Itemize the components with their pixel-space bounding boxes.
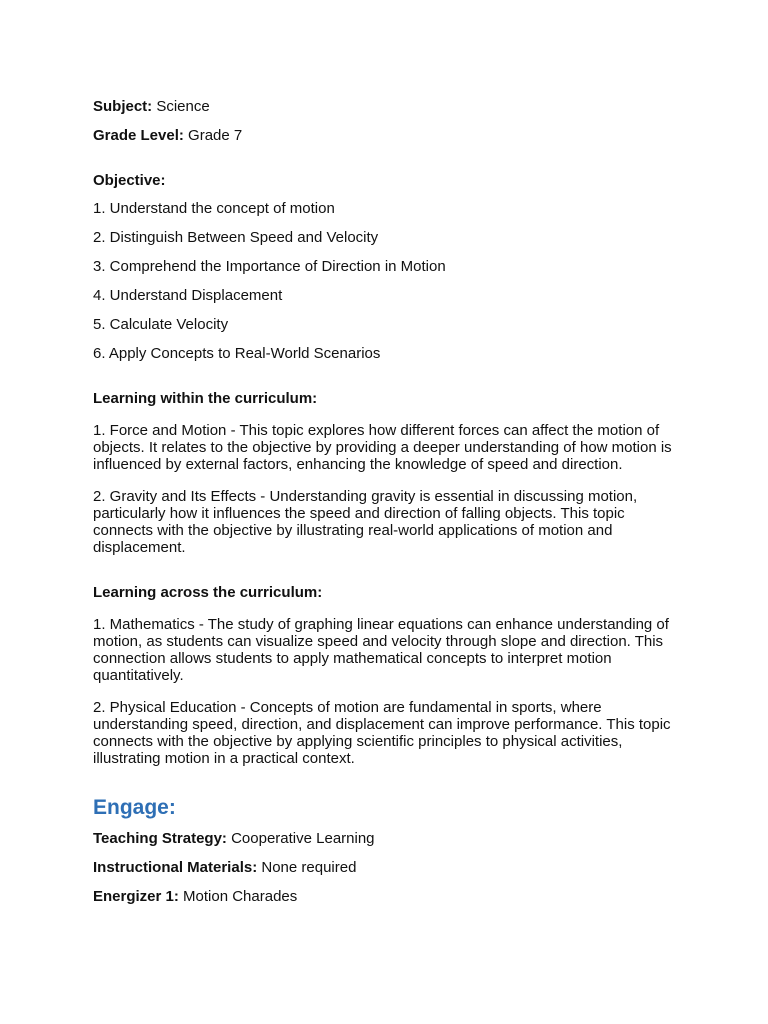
teaching-strategy-line: [93, 830, 678, 847]
energizer-line: [93, 888, 678, 905]
teaching-strategy-value: Cooperative Learning: [231, 830, 375, 847]
subject-line: [93, 98, 678, 115]
energizer-label: Energizer 1:: [93, 888, 184, 905]
grade-level-value: Grade 7: [188, 127, 243, 144]
objective-item: 5. Calculate Velocity: [93, 316, 229, 333]
within-curriculum-paragraph: 2. Gravity and Its Effects - Understanding gravity is essential in discussing motion, particularly how it influences the speed and direction of falling objects. This topic connects with the objective by illustrating real-world applications of motion and displacement.: [93, 488, 638, 556]
within-curriculum-heading: Learning within the curriculum:: [93, 390, 318, 407]
objective-item: 1. Understand the concept of motion: [93, 200, 335, 217]
instructional-materials-value: None required: [261, 859, 357, 876]
subject-label: Subject:: [93, 98, 157, 115]
grade-level-line: [93, 127, 678, 144]
objective-heading: Objective:: [93, 172, 166, 189]
across-curriculum-heading: Learning across the curriculum:: [93, 584, 323, 601]
across-curriculum-paragraph: 2. Physical Education - Concepts of motion are fundamental in sports, where understanding speed, direction, and displacement can improve performance. This topic connects with the objective by applying scientific principles to physical activities, illustrating motion in a practical context.: [93, 699, 671, 767]
across-curriculum-paragraph: 1. Mathematics - The study of graphing linear equations can enhance understanding of motion, as students can visualize speed and velocity through slope and direction. This connection allows students to apply mathematical concepts to interpret motion quantitatively.: [93, 616, 669, 684]
instructional-materials-line: [93, 859, 678, 876]
objective-item: 3. Comprehend the Importance of Direction in Motion: [93, 258, 446, 275]
engage-heading: Engage:: [93, 796, 176, 819]
objective-item: 4. Understand Displacement: [93, 287, 283, 304]
grade-level-label: Grade Level:: [93, 127, 189, 144]
within-curriculum-paragraph: 1. Force and Motion - This topic explores how different forces can affect the motion of objects. It relates to the objective by providing a deeper understanding of how motion is influenced by external factors, enhancing the knowledge of speed and direction.: [93, 422, 672, 473]
objective-item: 6. Apply Concepts to Real-World Scenarios: [93, 345, 381, 362]
teaching-strategy-label: Teaching Strategy:: [93, 830, 232, 847]
lesson-plan-page: [93, 98, 678, 917]
subject-value: Science: [156, 98, 210, 115]
objective-item: 2. Distinguish Between Speed and Velocity: [93, 229, 379, 246]
instructional-materials-label: Instructional Materials:: [93, 859, 262, 876]
energizer-value: Motion Charades: [183, 888, 298, 905]
